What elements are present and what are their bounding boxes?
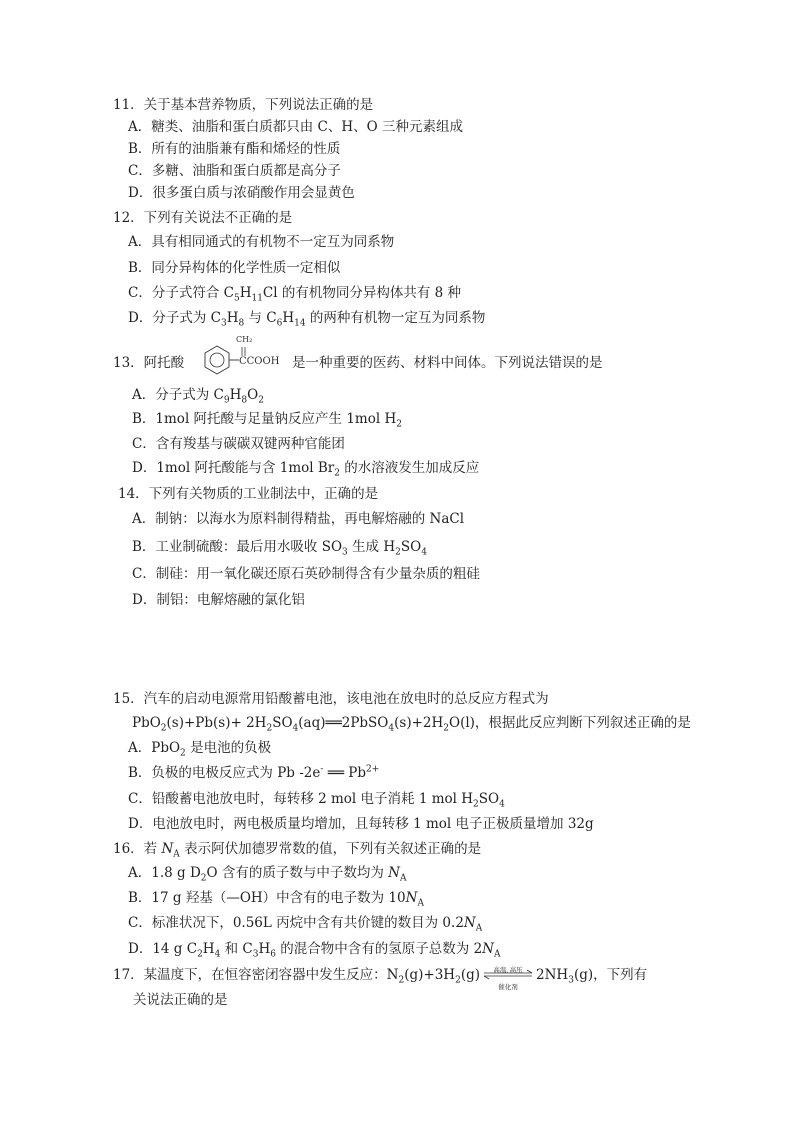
q15-option-d[interactable]: D．电池放电时，两电极质量均增加，且每转移 1 mol 电子正极质量增加 32g: [128, 816, 594, 832]
condition-catalyst: 催化剂: [498, 982, 518, 991]
q12-option-d[interactable]: D．分子式为 $C_3H_8$ 与 $C_6H_{14}$ 的两种有机物一定互为同系物: [128, 310, 486, 329]
q13-option-a[interactable]: A．分子式为 $C_9H_8O_2$: [132, 387, 264, 406]
q11-stem: 11．关于基本营养物质，下列说法正确的是: [113, 97, 374, 113]
q16-stem: 16．若 $N_A$ 表示阿伏加德罗常数的值，下列有关叙述正确的是: [113, 841, 482, 860]
q16-option-d[interactable]: D．14 g $C_2H_4$ 和 $C_3H_6$ 的混合物中含有的氢原子总数为 $2N_A$: [128, 941, 501, 960]
q12-stem: 12．下列有关说法不正确的是: [113, 210, 293, 226]
q14-option-d[interactable]: D．制铝：电解熔融的氯化铝: [132, 592, 305, 608]
q16-option-c[interactable]: C．标准状况下，0.56L 丙烷中含有共价键的数目为 $0.2N_A$: [128, 915, 483, 934]
q15-equation: $PbO_2(s)+Pb(s)+ 2H_2SO_4(aq)══2PbSO_4(s)+2H_2O(l)$，根据此反应判断下列叙述正确的是: [132, 715, 691, 734]
struct-ch2-label: CH₂: [236, 335, 253, 344]
q14-option-c[interactable]: C．制硅：用一氧化碳还原石英砂制得含有少量杂质的粗硅: [132, 566, 480, 582]
q14-option-b[interactable]: B．工业制硫酸：最后用水吸收 $SO_3$ 生成 $H_2SO_4$: [132, 539, 427, 558]
condition-high-temp-pressure: 高温､高压: [493, 965, 523, 974]
q16-option-a[interactable]: A．1.8 g $D_2O$ 含有的质子数与中子数均为 $N_A$: [128, 865, 407, 884]
reversible-arrow: [482, 965, 534, 991]
q17-stem: 17．某温度下，在恒容密闭容器中发生反应：$N_2(g)+3H_2(g)$ 高温､高压 催化剂 $2NH_3(g)$，下列有: [113, 966, 647, 985]
q11-option-b[interactable]: B．所有的油脂兼有酯和烯烃的性质: [128, 141, 341, 157]
q14-stem: 14．下列有关物质的工业制法中，正确的是: [118, 486, 379, 502]
q15-option-a[interactable]: A．PbO$_2$ 是电池的负极: [128, 740, 272, 759]
q13-stem-post: 是一种重要的医药、材料中间体。下列说法错误的是: [292, 355, 603, 371]
q13-option-d[interactable]: D．1mol 阿托酸能与含 1mol $Br_2$ 的水溶液发生加成反应: [132, 460, 480, 479]
q15-option-b[interactable]: B．负极的电极反应式为 Pb -2e- ══ $Pb^{2+}$: [128, 764, 380, 781]
q13-option-c[interactable]: C．含有羧基与碳碳双键两种官能团: [132, 436, 345, 452]
q12-option-c[interactable]: C．分子式符合 $C_5H_{11}Cl$ 的有机物同分异构体共有 8 种: [128, 285, 462, 304]
q11-option-d[interactable]: D．很多蛋白质与浓硝酸作用会显黄色: [128, 185, 355, 201]
q13-stem-pre: 13．阿托酸: [113, 355, 185, 371]
q11-option-c[interactable]: C．多糖、油脂和蛋白质都是高分子: [128, 163, 341, 179]
q12-option-b[interactable]: B．同分异构体的化学性质一定相似: [128, 260, 341, 276]
struct-cooh-label: CCOOH: [239, 356, 280, 367]
q16-option-b[interactable]: B．17 g 羟基（—OH）中含有的电子数为 $10N_A$: [128, 890, 424, 909]
q17-stem-line2: 关说法正确的是: [133, 992, 228, 1008]
q14-option-a[interactable]: A．制钠：以海水为原料制得精盐，再电解熔融的 NaCl: [132, 511, 465, 527]
atropic-acid-structure: [200, 333, 282, 378]
q13-option-b[interactable]: B．1mol 阿托酸与足量钠反应产生 1mol $H_2$: [132, 411, 402, 430]
q11-option-a[interactable]: A．糖类、油脂和蛋白质都只由 C、H、O 三种元素组成: [128, 119, 464, 135]
q15-stem: 15．汽车的启动电源常用铅酸蓄电池，该电池在放电时的总反应方程式为: [113, 691, 549, 707]
q15-option-c[interactable]: C．铅酸蓄电池放电时，每转移 2 mol 电子消耗 1 mol $H_2SO_4$: [128, 791, 505, 810]
q12-option-a[interactable]: A．具有相同通式的有机物不一定互为同系物: [128, 234, 395, 250]
